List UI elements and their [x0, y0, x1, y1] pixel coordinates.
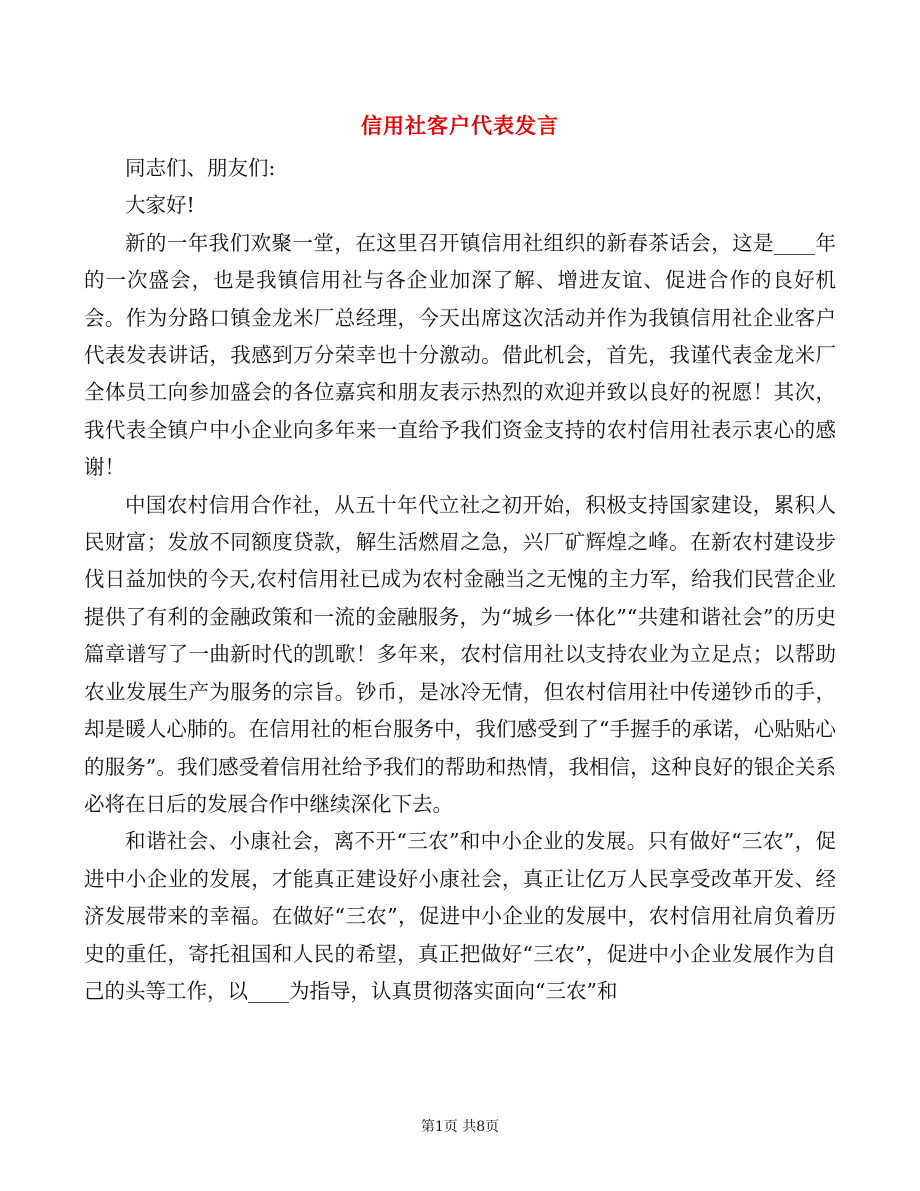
salutation-paragraph: 同志们、朋友们: [125, 156, 276, 180]
body-paragraph: 中国农村信用合作社，从五十年代立社之初开始，积极支持国家建设，累积人民财富；发放不同额度贷款，解生活燃眉之急，兴厂矿辉煌之峰。在新农村建设步伐日益加快的今天,农村信用社已成为农村金融当之无愧的主力军，给我们民营企业提供了有利的金融政策和一流的金融服务，为“城乡一体化”“共建和谐社会”的历史篇章谱写了一曲新时代的凯歌！多年来，农村信用社以支持农业为立足点；以帮助农业发展生产为服务的宗旨。钞币，是冰冷无情，但农村信用社中传递钞币的手，却是暖人心肺的。在信用社的柜台服务中，我们感受到了“手握手的承诺，心贴贴心的服务”。我们感受着信用社给予我们的帮助和热情，我相信，这种良好的银企关系必将在日后的发展合作中继续深化下去。 [84, 492, 836, 816]
body-paragraph: 和谐社会、小康社会，离不开“三农”和中小企业的发展。只有做好“三农”，促进中小企业的发展，才能真正建设好小康社会，真正让亿万人民享受改革开发、经济发展带来的幸福。在做好“三农”，促进中小企业的发展中，农村信用社肩负着历史的重任，寄托祖国和人民的希望，真正把做好“三农”，促进中小企业发展作为自己的头等工作，以____为指导，认真贯彻落实面向“三农”和 [84, 829, 836, 1003]
page-number-footer: 第1页 共8页 [420, 1119, 500, 1135]
document-title: 信用社客户代表发言 [361, 113, 559, 138]
document-body [84, 150, 836, 1010]
body-paragraph: 新的一年我们欢聚一堂，在这里召开镇信用社组织的新春茶话会，这是____年的一次盛会，也是我镇信用社与各企业加深了解、增进友谊、促进合作的良好机会。作为分路口镇金龙米厂总经理，今天出席这次活动并作为我镇信用社企业客户代表发表讲话，我感到万分荣幸也十分激动。借此机会，首先，我谨代表金龙米厂全体员工向参加盛会的各位嘉宾和朋友表示热烈的欢迎并致以良好的祝愿！其次，我代表全镇户中小企业向多年来一直给予我们资金支持的农村信用社表示衷心的感谢！ [84, 230, 836, 480]
greeting-paragraph: 大家好! [125, 193, 195, 218]
